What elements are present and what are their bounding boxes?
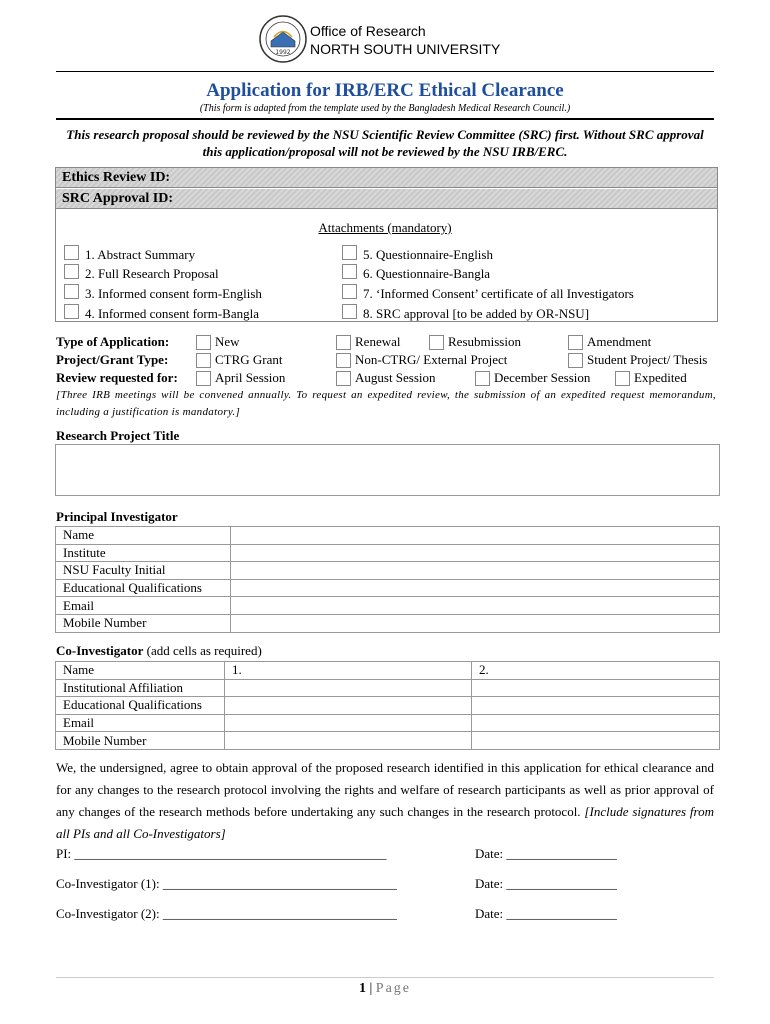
coi-col2-cell[interactable]	[472, 714, 720, 732]
pi-value-cell[interactable]	[231, 597, 720, 615]
pi-table	[55, 526, 720, 633]
coi-row-label: Institutional Affiliation	[56, 679, 225, 697]
coi1-date-line[interactable]: Date: _________________	[475, 876, 617, 891]
page-number: 1	[358, 981, 366, 996]
nsu-seal-icon	[258, 14, 308, 64]
src-approval-id-field[interactable]: SRC Approval ID:	[56, 189, 717, 209]
coi-table	[55, 661, 720, 750]
checkbox[interactable]	[64, 304, 79, 319]
option-amendment: Amendment	[587, 334, 652, 349]
grant-type-label: Project/Grant Type:	[56, 352, 169, 367]
option-expedited: Expedited	[634, 370, 687, 385]
coi-col1-cell[interactable]	[225, 697, 472, 715]
project-title-heading: Research Project Title	[56, 428, 180, 443]
option-resubmission: Resubmission	[448, 334, 521, 349]
table-row	[56, 714, 720, 732]
header-text	[310, 22, 500, 58]
attachments-heading: Attachments (mandatory)	[318, 220, 452, 235]
pi-value-cell[interactable]	[231, 527, 720, 545]
checkbox-december[interactable]	[475, 371, 490, 386]
option-august: August Session	[355, 370, 436, 385]
pi-value-cell[interactable]	[231, 544, 720, 562]
table-row	[56, 562, 720, 580]
checkbox[interactable]	[64, 284, 79, 299]
page-word: Page	[375, 981, 412, 996]
checkbox-ctrg[interactable]	[196, 353, 211, 368]
checkbox-renewal[interactable]	[336, 335, 351, 350]
table-row	[56, 679, 720, 697]
pi-row-label: NSU Faculty Initial	[56, 562, 231, 580]
coi-col1-cell[interactable]	[225, 732, 472, 750]
table-row	[56, 579, 720, 597]
ethics-review-id-field[interactable]: Ethics Review ID:	[56, 168, 717, 188]
coi-row-label: Educational Qualifications	[56, 697, 225, 715]
coi2-signature-line[interactable]: Co-Investigator (2): ____________________________________	[56, 906, 397, 921]
coi-col2-cell[interactable]: 2.	[472, 662, 720, 680]
pi-row-label: Mobile Number	[56, 614, 231, 632]
pi-value-cell[interactable]	[231, 562, 720, 580]
option-december: December Session	[494, 370, 591, 385]
pi-value-cell[interactable]	[231, 579, 720, 597]
checkbox-non-ctrg[interactable]	[336, 353, 351, 368]
table-row	[56, 732, 720, 750]
pi-row-label: Name	[56, 527, 231, 545]
coi-row-label: Name	[56, 662, 225, 680]
coi-row-label: Mobile Number	[56, 732, 225, 750]
university-name: NORTH SOUTH UNIVERSITY	[310, 41, 501, 57]
title-rule	[56, 118, 714, 120]
option-renewal: Renewal	[355, 334, 401, 349]
declaration-text: We, the undersigned, agree to obtain approval of the proposed research identified in this application for ethical clearance and for any changes to the research protocol involving the rights and welfare of research participants as well as prior approval of any changes of the research methods before undertaking any such changes in the research protocol.	[56, 760, 714, 819]
coi-row-label: Email	[56, 714, 225, 732]
table-row	[56, 662, 720, 680]
pi-row-label: Institute	[56, 544, 231, 562]
coi-heading-line	[56, 643, 262, 659]
checkbox-resubmission[interactable]	[429, 335, 444, 350]
checkbox[interactable]	[64, 264, 79, 279]
table-row	[56, 544, 720, 562]
declaration-note: [Include signatures from all PIs and all Co-Investigators]	[56, 804, 714, 841]
checkbox[interactable]	[342, 284, 357, 299]
pi-heading: Principal Investigator	[56, 509, 178, 524]
pi-date-line[interactable]: Date: _________________	[475, 846, 617, 861]
option-student-project: Student Project/ Thesis	[587, 352, 708, 367]
coi-heading: Co-Investigator	[56, 643, 144, 658]
pi-row-label: Email	[56, 597, 231, 615]
coi-col2-cell[interactable]	[472, 732, 720, 750]
checkbox-april[interactable]	[196, 371, 211, 386]
coi-col1-cell[interactable]	[225, 714, 472, 732]
coi1-signature-line[interactable]: Co-Investigator (1): ____________________________________	[56, 876, 397, 891]
table-row	[56, 697, 720, 715]
checkbox-expedited[interactable]	[615, 371, 630, 386]
checkbox[interactable]	[342, 264, 357, 279]
review-requested-label: Review requested for:	[56, 370, 178, 385]
option-new: New	[215, 334, 240, 349]
src-notice: This research proposal should be reviewed by the NSU Scientific Review Committee (SRC) first. Without SRC approval this application/proposal will not be reviewed by the NSU IRB/ERC.	[66, 127, 704, 159]
pi-value-cell[interactable]	[231, 614, 720, 632]
checkbox[interactable]	[342, 304, 357, 319]
table-row	[56, 527, 720, 545]
table-row	[56, 597, 720, 615]
coi-col2-cell[interactable]	[472, 679, 720, 697]
option-ctrg: CTRG Grant	[215, 352, 283, 367]
page-title: Application for IRB/ERC Ethical Clearance	[206, 80, 564, 101]
coi2-date-line[interactable]: Date: _________________	[475, 906, 617, 921]
project-title-input[interactable]	[55, 444, 720, 496]
checkbox-student-project[interactable]	[568, 353, 583, 368]
coi-col2-cell[interactable]	[472, 697, 720, 715]
declaration	[56, 757, 714, 845]
option-non-ctrg: Non-CTRG/ External Project	[355, 352, 508, 367]
checkbox-amendment[interactable]	[568, 335, 583, 350]
svg-text:1992: 1992	[275, 49, 291, 56]
coi-col1-cell[interactable]: 1.	[225, 662, 472, 680]
checkbox-new[interactable]	[196, 335, 211, 350]
type-of-application-label: Type of Application:	[56, 334, 170, 349]
office-name: Office of Research	[310, 23, 426, 39]
footer-rule	[56, 977, 714, 978]
page-footer	[0, 981, 770, 997]
coi-heading-note: (add cells as required)	[143, 643, 262, 658]
pi-signature-line[interactable]: PI: ________________________________________________	[56, 846, 387, 861]
review-note: [Three IRB meetings will be convened annually. To request an expedited review, the submission of an expedited request memorandum, including a justification is mandatory.]	[56, 389, 716, 418]
table-row	[56, 614, 720, 632]
page-sep: |	[365, 981, 376, 996]
coi-col1-cell[interactable]	[225, 679, 472, 697]
checkbox-august[interactable]	[336, 371, 351, 386]
checkbox[interactable]	[342, 245, 357, 260]
header-rule	[56, 71, 714, 72]
option-april: April Session	[215, 370, 286, 385]
page-subtitle: (This form is adapted from the template used by the Bangladesh Medical Research Council.)	[199, 103, 571, 114]
pi-row-label: Educational Qualifications	[56, 579, 231, 597]
checkbox[interactable]	[64, 245, 79, 260]
